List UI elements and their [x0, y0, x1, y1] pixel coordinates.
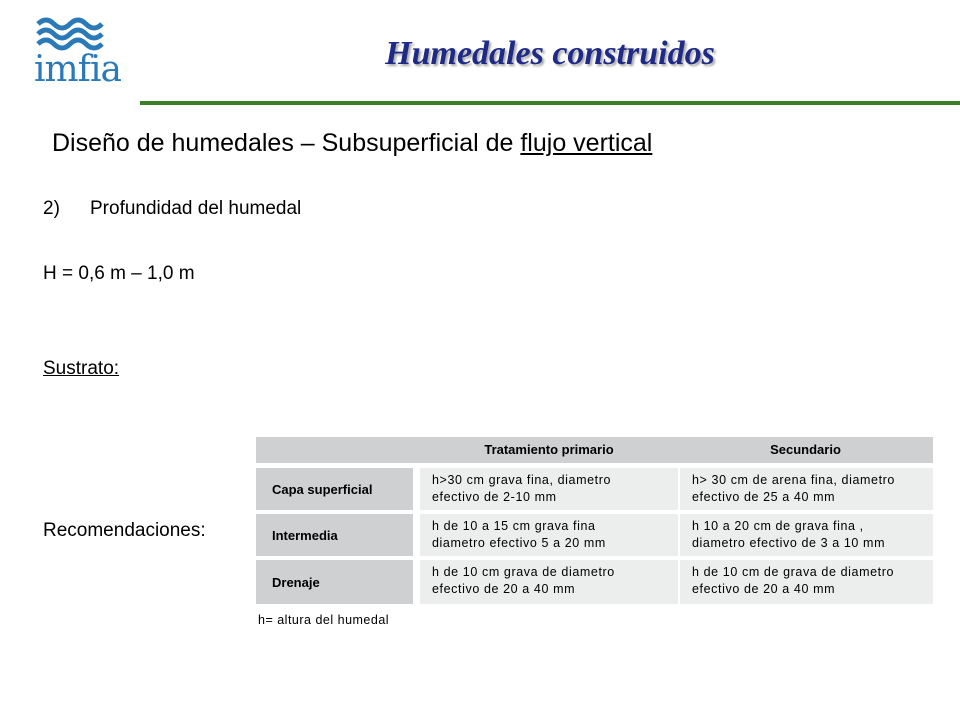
- cell-line: h de 10 cm grava de diametro: [432, 565, 615, 579]
- row-label: Drenaje: [256, 560, 413, 604]
- cell-line: diametro efectivo de 3 a 10 mm: [692, 536, 886, 550]
- table-header-empty: [256, 437, 420, 463]
- recomendaciones-label: Recomendaciones:: [43, 520, 206, 541]
- cell-line: h 10 a 20 cm de grava fina ,: [692, 519, 864, 533]
- table-header-primario: Tratamiento primario: [484, 442, 614, 457]
- cell-primario: [420, 514, 678, 556]
- cell-line: efectivo de 20 a 40 mm: [432, 582, 576, 596]
- table-footnote: h= altura del humedal: [258, 613, 390, 627]
- title-divider: [140, 101, 960, 105]
- table-header-secundario: Secundario: [770, 442, 841, 457]
- cell-secundario: [678, 468, 933, 510]
- cell-primario: [420, 560, 678, 604]
- imfia-logo: [34, 14, 144, 90]
- row-label: Capa superficial: [256, 468, 413, 510]
- row-label: Intermedia: [256, 514, 413, 556]
- list-item: [43, 195, 301, 223]
- subtitle-underlined: flujo vertical: [520, 129, 653, 157]
- slide-title: Humedales construidos: [385, 35, 715, 72]
- cell-line: efectivo de 20 a 40 mm: [692, 582, 836, 596]
- sustrato-label: Sustrato:: [43, 358, 120, 379]
- cell-line: h de 10 cm de grava de diametro: [692, 565, 895, 579]
- table-header-row: [256, 437, 933, 463]
- cell-line: h>30 cm grava fina, diametro: [432, 473, 612, 487]
- subtitle-prefix: Diseño de humedales – Subsuperficial de: [52, 129, 521, 157]
- logo-text: imfia: [34, 49, 121, 90]
- depth-formula: H = 0,6 m – 1,0 m: [43, 263, 195, 284]
- table-row: [256, 560, 933, 604]
- cell-line: h> 30 cm de arena fina, diametro: [692, 473, 895, 487]
- cell-secundario: [678, 514, 933, 556]
- cell-primario: [420, 468, 678, 510]
- substrate-table: [256, 437, 933, 628]
- table-row: [256, 468, 933, 510]
- cell-line: efectivo de 25 a 40 mm: [692, 490, 836, 504]
- cell-line: diametro efectivo 5 a 20 mm: [432, 536, 606, 550]
- list-item-number: 2): [43, 198, 60, 219]
- table-row: [256, 514, 933, 556]
- section-subtitle: [52, 126, 652, 160]
- cell-secundario: [678, 560, 933, 604]
- cell-line: efectivo de 2-10 mm: [432, 490, 557, 504]
- cell-line: h de 10 a 15 cm grava fina: [432, 519, 596, 533]
- list-item-text: Profundidad del humedal: [90, 198, 302, 219]
